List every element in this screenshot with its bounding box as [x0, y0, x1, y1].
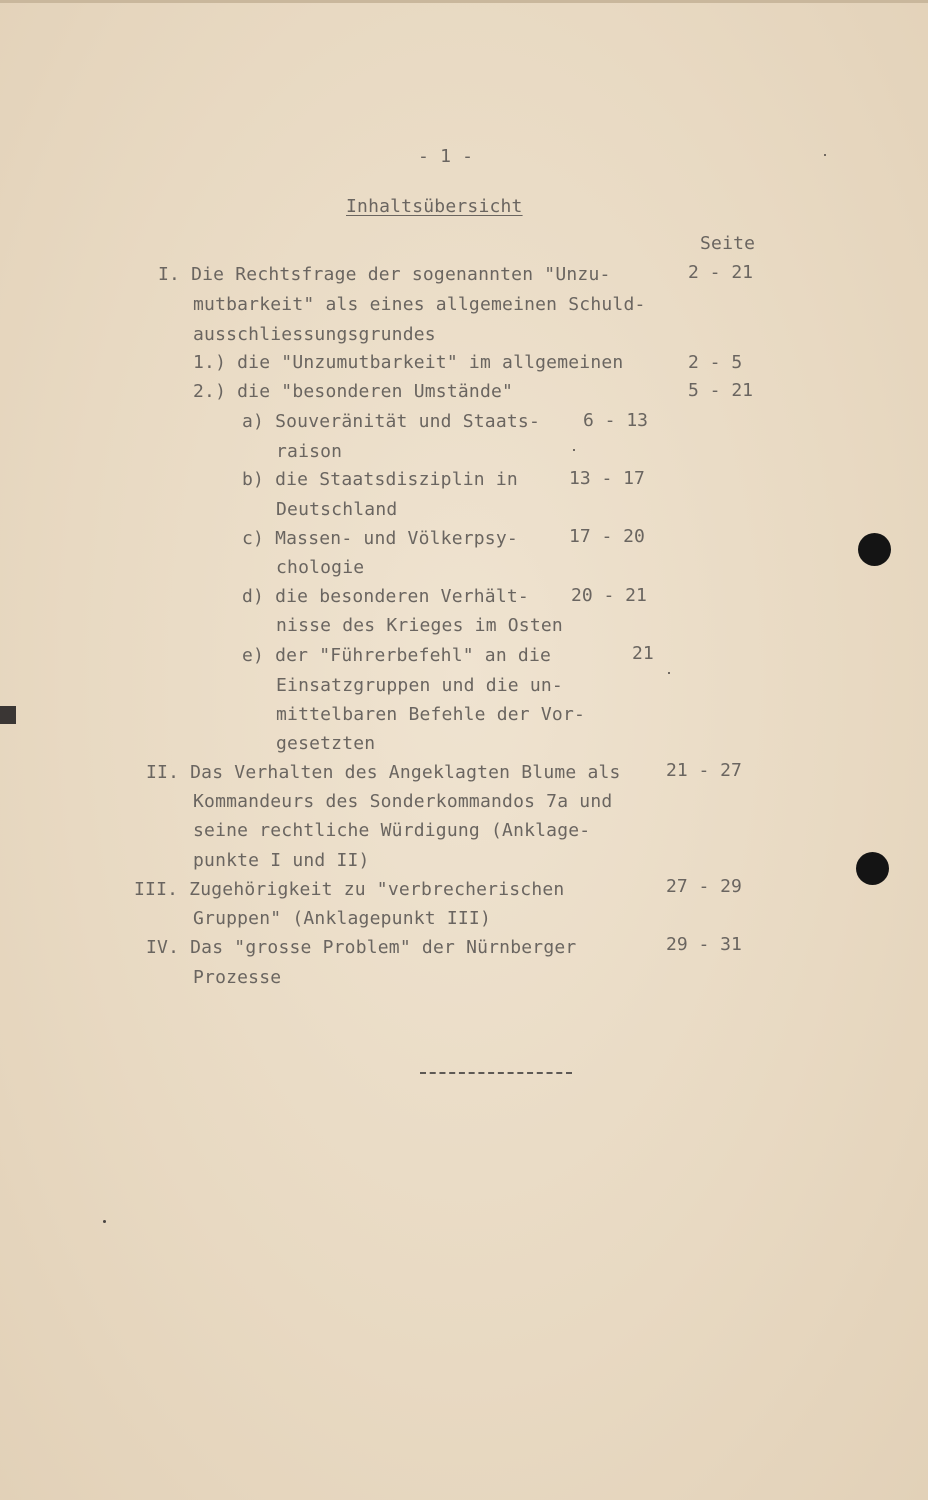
- paper-speck: [824, 154, 826, 156]
- toc-entry-1: 1.) die "Unzumutbarkeit" im allgemeinen: [193, 352, 624, 373]
- top-edge-mark: [0, 0, 928, 3]
- punch-hole-upper: [858, 533, 891, 566]
- toc-pages-II: 21 - 27: [666, 760, 742, 781]
- edge-tab-mark: [0, 706, 16, 724]
- toc-entry-IV-line-1: IV. Das "grosse Problem" der Nürnberger: [146, 937, 577, 958]
- toc-entry-b-line-1: b) die Staatsdisziplin in: [242, 469, 518, 490]
- toc-pages-a: 6 - 13: [583, 410, 649, 431]
- toc-entry-e-line-2: Einsatzgruppen und die un-: [276, 675, 563, 696]
- toc-entry-II-line-3: seine rechtliche Würdigung (Anklage-: [193, 820, 591, 841]
- toc-pages-c: 17 - 20: [569, 526, 645, 547]
- punch-hole-lower: [856, 852, 889, 885]
- paper-speck: [668, 672, 670, 674]
- toc-entry-2: 2.) die "besonderen Umstände": [193, 381, 514, 402]
- page-number: - 1 -: [418, 146, 474, 167]
- toc-pages-1: 2 - 5: [688, 352, 743, 373]
- end-separator-line: [420, 1072, 572, 1074]
- toc-entry-III-line-1: III. Zugehörigkeit zu "verbrecherischen: [134, 879, 565, 900]
- toc-entry-e-line-3: mittelbaren Befehle der Vor-: [276, 704, 586, 725]
- toc-pages-IV: 29 - 31: [666, 934, 742, 955]
- toc-pages-III: 27 - 29: [666, 876, 742, 897]
- toc-pages-d: 20 - 21: [571, 585, 647, 606]
- page-title: Inhaltsübersicht: [346, 196, 523, 217]
- toc-entry-c-line-1: c) Massen- und Völkerpsy-: [242, 528, 518, 549]
- toc-entry-I-line-3: ausschliessungsgrundes: [193, 324, 436, 345]
- toc-entry-II-line-4: punkte I und II): [193, 850, 370, 871]
- toc-entry-e-line-4: gesetzten: [276, 733, 376, 754]
- toc-pages-b: 13 - 17: [569, 468, 645, 489]
- toc-entry-a-line-2: raison: [276, 441, 343, 462]
- toc-entry-III-line-2: Gruppen" (Anklagepunkt III): [193, 908, 491, 929]
- toc-entry-d-line-1: d) die besonderen Verhält-: [242, 586, 529, 607]
- toc-entry-II-line-2: Kommandeurs des Sonderkommandos 7a und: [193, 791, 613, 812]
- toc-entry-I-line-2: mutbarkeit" als eines allgemeinen Schuld-: [193, 294, 646, 315]
- toc-entry-IV-line-2: Prozesse: [193, 967, 282, 988]
- toc-pages-2: 5 - 21: [688, 380, 754, 401]
- paper-speck: [103, 1220, 106, 1223]
- toc-entry-a-line-1: a) Souveränität und Staats-: [242, 411, 540, 432]
- toc-entry-c-line-2: chologie: [276, 557, 365, 578]
- toc-entry-d-line-2: nisse des Krieges im Osten: [276, 615, 563, 636]
- toc-entry-I-line-1: I. Die Rechtsfrage der sogenannten "Unzu-: [158, 264, 611, 285]
- toc-pages-I: 2 - 21: [688, 262, 754, 283]
- column-header-seite: Seite: [700, 233, 756, 254]
- toc-entry-e-line-1: e) der "Führerbefehl" an die: [242, 645, 552, 666]
- toc-entry-II-line-1: II. Das Verhalten des Angeklagten Blume als: [146, 762, 621, 783]
- toc-pages-e: 21: [632, 643, 654, 664]
- toc-entry-b-line-2: Deutschland: [276, 499, 398, 520]
- paper-speck: [573, 449, 575, 451]
